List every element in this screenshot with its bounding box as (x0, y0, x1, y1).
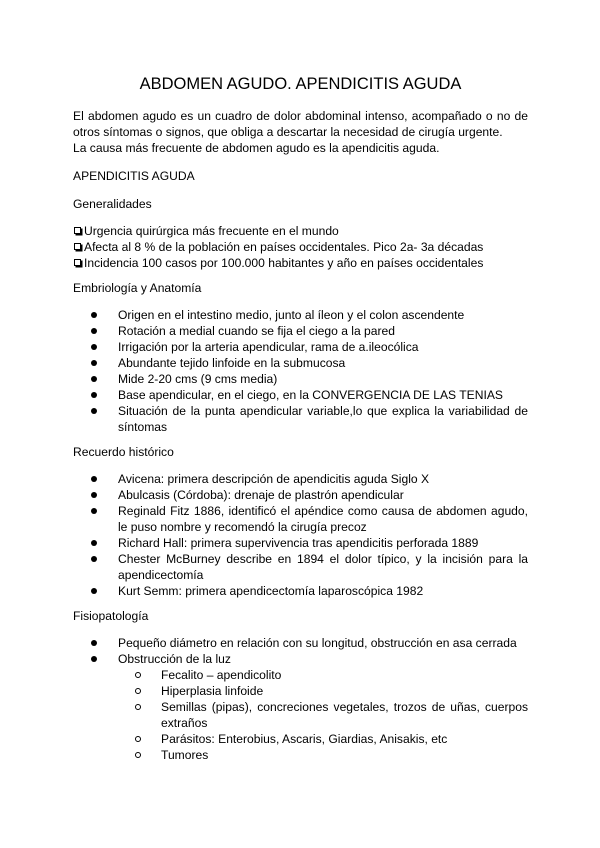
sublist-item: Parásitos: Enterobius, Ascaris, Giardias, Anisakis, etc (161, 731, 528, 747)
list-item: Afecta al 8 % de la población en países occidentales. Pico 2a- 3a décadas (73, 239, 528, 255)
list-item: Irrigación por la arteria apendicular, rama de a.ileocólica (118, 339, 528, 355)
list-item: Incidencia 100 casos por 100.000 habitantes y año en países occidentales (73, 255, 528, 271)
list-item: Rotación a medial cuando se fija el ciego a la pared (118, 323, 528, 339)
list-item: Kurt Semm: primera apendicectomía laparoscópica 1982 (118, 583, 528, 599)
historia-list (73, 471, 528, 599)
sublist-item: Tumores (161, 747, 528, 763)
generalidades-list (73, 223, 528, 271)
heading-fisiopatologia: Fisiopatología (73, 609, 149, 623)
list-item: Mide 2-20 cms (9 cms media) (118, 371, 528, 387)
list-item: Urgencia quirúrgica más frecuente en el mundo (73, 223, 528, 239)
sublist-item: Fecalito – apendicolito (161, 667, 528, 683)
list-item: Base apendicular, en el ciego, en la CONVERGENCIA DE LAS TENIAS (118, 387, 528, 403)
list-item: Reginald Fitz 1886, identificó el apéndice como causa de abdomen agudo, le puso nombre y recomendó la cirugía precoz (118, 504, 528, 534)
page-title: ABDOMEN AGUDO. APENDICITIS AGUDA (139, 75, 462, 93)
list-item: Origen en el intestino medio, junto al íleon y el colon ascendente (118, 307, 528, 323)
list-item: Richard Hall: primera supervivencia tras apendicitis perforada 1889 (118, 535, 528, 551)
list-item: Abulcasis (Córdoba): drenaje de plastrón apendicular (118, 487, 528, 503)
heading-generalidades: Generalidades (73, 197, 152, 211)
document-page (73, 74, 528, 763)
list-item: Pequeño diámetro en relación con su longitud, obstrucción en asa cerrada (118, 635, 528, 651)
obstruccion-sublist (118, 667, 528, 763)
fisiopatologia-list (73, 635, 528, 763)
intro-paragraph: El abdomen agudo es un cuadro de dolor abdominal intenso, acompañado o no de otros síntomas o signos, que obliga a descartar la necesidad de cirugía urgente. (73, 109, 528, 139)
list-item: Situación de la punta apendicular variable,lo que explica la variabilidad de síntomas (118, 404, 528, 434)
section-heading-apendicitis: APENDICITIS AGUDA (73, 169, 195, 183)
list-item: Avicena: primera descripción de apendicitis aguda Siglo X (118, 471, 528, 487)
list-item: Chester McBurney describe en 1894 el dolor típico, y la incisión para la apendicectomía (118, 552, 528, 582)
sublist-item: Hiperplasia linfoide (161, 683, 528, 699)
heading-historia: Recuerdo histórico (73, 445, 174, 459)
list-item-label: Obstrucción de la luz (118, 652, 231, 666)
sublist-item: Semillas (pipas), concreciones vegetales, trozos de uñas, cuerpos extraños (161, 700, 528, 730)
heading-embriologia: Embriología y Anatomía (73, 281, 202, 295)
embriologia-list (73, 307, 528, 435)
list-item: Abundante tejido linfoide en la submucosa (118, 355, 528, 371)
list-item (118, 651, 528, 763)
intro-paragraph-2: La causa más frecuente de abdomen agudo es la apendicitis aguda. (73, 141, 440, 155)
